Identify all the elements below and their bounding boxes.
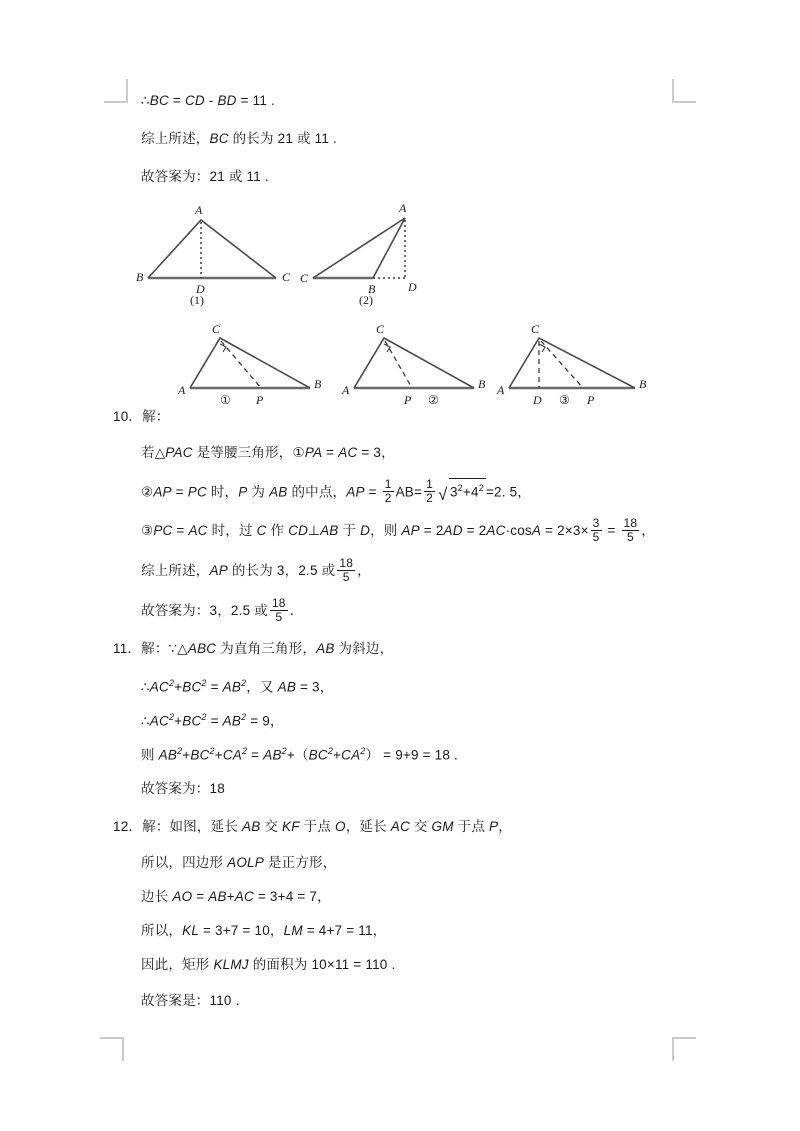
q12-l3-d: = 3+4 = 7，: [253, 889, 331, 904]
q10-l4-b: 的长为 3，2.5 或: [227, 563, 336, 579]
q11-l1-a: 为直角三角形，: [216, 641, 317, 656]
q10-l3-c2: 于: [338, 523, 361, 539]
q11-l2-sup2: 2: [201, 678, 207, 688]
frac-den: 5: [337, 570, 355, 584]
label-c-r2: C: [376, 322, 385, 336]
q11-l1-b: 为斜边，: [334, 641, 394, 656]
q11-l4-p3: +（: [286, 747, 309, 763]
line-summary-bc: [141, 130, 337, 148]
label-b-fig1: B: [136, 270, 144, 284]
rad-base-1: 3: [449, 484, 458, 500]
q11-l2-sup1: 2: [168, 678, 175, 688]
caption-fig2: (2): [359, 293, 373, 307]
q12-term-aolp: AOLP: [227, 855, 264, 870]
rad-exp-2: 2: [478, 483, 484, 493]
q12-l1-a: 如图，延长: [169, 819, 242, 834]
q10-l3-d2: ，则: [370, 523, 402, 539]
q10-l1-a: 若△: [141, 445, 166, 460]
summary-prefix: 综上所述，: [141, 131, 210, 146]
q12-l1-kf: KF: [282, 819, 300, 834]
label-b-r2: B: [478, 377, 486, 391]
q12-l5-a: 因此，矩形: [141, 957, 214, 972]
q11-l2-therefore: ∴: [141, 679, 150, 695]
perpendicular-symbol: ⊥: [308, 523, 321, 539]
q11-l4-eq: =: [247, 747, 264, 763]
q10-l3-eq2: =: [603, 523, 620, 539]
q10-l2-a: 时，: [206, 484, 239, 500]
label-b-r1: B: [314, 377, 322, 391]
q12-l3-a: 边长: [141, 889, 173, 904]
q10-line-3: [141, 518, 655, 545]
q11-l2-bc: BC: [182, 679, 202, 695]
q11-l2-b: = 3，: [296, 679, 334, 695]
summary-term-bc: BC: [209, 131, 229, 146]
caption-r2: ②: [428, 393, 439, 407]
crop-mark-top-left: [104, 79, 128, 103]
q10-l3-ad: AD: [443, 523, 463, 539]
q12-l3-b: =: [192, 889, 209, 904]
frac-num: 18: [623, 516, 638, 530]
frac-den: 2: [384, 491, 392, 506]
q11-l3-ac: AC: [149, 713, 169, 729]
q10-l5-end: ．: [289, 603, 304, 619]
q11-l4-p1: +: [182, 747, 191, 763]
q12-l1-f: 于点: [453, 819, 489, 834]
caption-fig1: (1): [190, 293, 204, 307]
q10-term-pa: PA: [304, 445, 323, 460]
q12-l5-b: 的面积为 10×11 = 110 .: [248, 957, 396, 972]
q10-l2-c: 的中点，: [287, 484, 347, 500]
q11-l4-bc2: BC: [308, 747, 328, 763]
term-bd: BD: [217, 93, 237, 108]
q12-l3-c: +: [226, 889, 235, 904]
q12-l1-c: 于点: [299, 819, 335, 834]
q10-l3-mark: ③: [141, 523, 154, 539]
q12-l1-e: 交: [409, 819, 432, 834]
therefore-symbol: ∴: [141, 93, 150, 108]
q10-l3-h: = 2×3×: [541, 523, 589, 539]
because-symbol: ∵△: [168, 641, 188, 656]
figure-right-triangle-3: [495, 322, 653, 407]
q10-l3-g: ·cos: [505, 523, 532, 539]
term-bc: BC: [149, 93, 169, 108]
q10-l2-pc: PC: [187, 484, 207, 500]
q11-l4-s1: 2: [177, 746, 183, 756]
q12-l1-o: O: [334, 819, 346, 834]
q12-l2-a: 所以，四边形: [141, 855, 228, 870]
q11-l2-sup3: 2: [241, 678, 247, 688]
q10-line-4: [141, 558, 371, 585]
q10-l3-a2: A: [531, 523, 542, 539]
label-a-r1: A: [178, 383, 186, 397]
q11-l2-ac: AC: [149, 679, 169, 695]
frac-den: 5: [592, 529, 600, 544]
minus-sign: -: [204, 93, 218, 108]
q10-l2-ap: AP: [153, 484, 172, 500]
q11-line-4: [141, 742, 458, 765]
q10-l2-result: =2. 5，: [485, 484, 532, 500]
q10-l4-end: ，: [357, 563, 371, 579]
q12-l1-p: P: [488, 819, 499, 834]
q12-l1-gm: GM: [431, 819, 454, 834]
frac-num: 1: [384, 477, 392, 492]
q12-line-5: [141, 956, 395, 974]
equals-1: =: [168, 93, 185, 108]
q10-l3-eq: =: [172, 523, 189, 539]
q12-l4-a: 所以，: [141, 923, 183, 938]
q12-term-kl: KL: [182, 923, 200, 938]
q12-line-3: [141, 888, 331, 906]
q11-l4-s2: 2: [209, 746, 215, 756]
equals-2: = 11 .: [236, 93, 275, 108]
q12-l1-g: ，: [498, 819, 512, 834]
q11-l3-sup2: 2: [201, 712, 207, 722]
q11-l4-p2: +: [214, 747, 223, 763]
radical-sign: √: [437, 484, 448, 504]
q11-l4-s5: 2: [327, 746, 334, 756]
q12-number: 12．解：: [113, 819, 170, 834]
frac-den: 2: [426, 491, 433, 506]
q10-l3-e: = 2: [419, 523, 444, 539]
figure-triangle-1: [134, 196, 294, 307]
q12-term-lm: LM: [283, 923, 303, 938]
q12-l1-b: 交: [260, 819, 283, 834]
q12-line-4: [141, 922, 386, 940]
q10-line-1: [141, 444, 395, 462]
label-d-fig2: D: [408, 280, 417, 294]
q10-l3-ac: AC: [188, 523, 208, 539]
frac-num: 3: [592, 516, 600, 530]
label-c-fig1: C: [282, 270, 291, 284]
q10-l3-ab: AB: [320, 523, 339, 539]
q11-line-1: [113, 640, 393, 658]
q10-l2-ab: AB: [269, 484, 288, 500]
caption-r3: ③: [559, 393, 570, 407]
q11-l3-sup1: 2: [168, 712, 175, 722]
q10-term-pac: PAC: [165, 445, 193, 460]
q12-line-1: [113, 818, 512, 836]
q10-l5-a: 故答案为：3，2.5 或: [141, 603, 268, 619]
q11-l3-therefore: ∴: [141, 713, 150, 729]
q11-l3-bc: BC: [182, 713, 202, 729]
q11-term-ab: AB: [316, 641, 335, 656]
q11-l4-p4: +: [333, 747, 342, 763]
label-c-fig2: C: [300, 271, 309, 285]
q11-l4-close: ） = 9+9 = 18 .: [365, 747, 459, 763]
q11-l4-s3: 2: [242, 746, 248, 756]
frac-num: 18: [271, 596, 286, 610]
q12-l3-ac: AC: [234, 889, 254, 904]
q10-l3-pc: PC: [153, 523, 173, 539]
fraction-eighteen-fifths-a: [622, 517, 640, 544]
label-b-fig2: B: [368, 282, 376, 296]
q11-l4-a: 则: [141, 747, 159, 763]
q12-l1-d: ，延长: [345, 819, 391, 834]
fraction-eighteen-fifths-b: [337, 557, 355, 584]
rad-plus: +4: [462, 484, 479, 500]
q10-l3-end: ，: [641, 523, 655, 539]
q11-l4-s4: 2: [281, 746, 287, 756]
q10-number: 10．解：: [113, 409, 170, 424]
label-a-r3: A: [497, 383, 505, 397]
caption-r1: ①: [220, 393, 231, 407]
q11-l3-sup3: 2: [241, 712, 247, 722]
line-bc-equals: [141, 92, 275, 110]
q11-number: 11．解：: [113, 641, 169, 656]
label-c-r1: C: [212, 322, 221, 336]
q12-l4-c: = 4+7 = 11，: [302, 923, 387, 938]
q10-l2-abtext: AB: [395, 484, 414, 500]
frac-den: 5: [270, 610, 288, 624]
square-root: [438, 478, 486, 502]
rad-exp-1: 2: [457, 483, 463, 493]
q12-l2-b: 是正方形，: [263, 855, 337, 870]
q10-line-2: [141, 478, 531, 506]
q12-l1-ac: AC: [390, 819, 410, 834]
q10-l2-mark: ②: [141, 484, 154, 500]
q10-l3-f: = 2: [462, 523, 487, 539]
figure-right-triangle-1: [176, 322, 328, 407]
q10-line-5: [141, 598, 303, 625]
fraction-one-half-b: [424, 478, 435, 505]
q11-l2-ab: AB: [222, 679, 242, 695]
fraction-eighteen-fifths-c: [270, 597, 288, 624]
q11-l4-ca: CA: [222, 747, 243, 763]
q12-l3-ao: AO: [172, 889, 193, 904]
q11-l2-plus: +: [174, 679, 183, 695]
q11-l2-ab2: AB: [277, 679, 297, 695]
q10-l4-ap: AP: [209, 563, 228, 579]
q10-l2-eq2: =: [364, 484, 381, 500]
q10-l3-d: D: [360, 523, 371, 539]
q12-line-6: 故答案是：110 .: [141, 993, 240, 1008]
fraction-one-half-a: [383, 478, 394, 505]
q11-term-abc: ABC: [187, 641, 217, 656]
label-b-r3: B: [639, 377, 647, 391]
q12-l4-b: = 3+7 = 10，: [199, 923, 284, 938]
q10-l2-ap2: AP: [346, 484, 365, 500]
label-p-r2: P: [404, 393, 412, 407]
label-d-fig1: D: [196, 282, 205, 296]
q10-l3-ap: AP: [401, 523, 420, 539]
label-d-r3: D: [533, 393, 542, 407]
q11-l3-eq: =: [206, 713, 223, 729]
label-c-r3: C: [531, 322, 540, 336]
figure-triangle-2: [295, 196, 440, 307]
frac-den: 5: [622, 530, 640, 544]
frac-num: 18: [339, 556, 354, 570]
q10-l3-cd: CD: [288, 523, 309, 539]
q10-l2-b: 为: [247, 484, 270, 500]
q11-l3-plus: +: [174, 713, 183, 729]
q10-l3-c: C: [256, 523, 267, 539]
label-p-r1: P: [256, 393, 264, 407]
q10-l1-c: =: [322, 445, 339, 460]
q12-line-2: [141, 854, 336, 872]
q11-line-3: [141, 708, 284, 731]
label-a-fig1: A: [195, 203, 203, 217]
label-a-r2: A: [342, 383, 350, 397]
figure-right-triangle-2: [340, 322, 492, 407]
radicand: [449, 478, 486, 502]
q10-l3-b: 作: [266, 523, 289, 539]
q12-l3-ab: AB: [208, 889, 227, 904]
q11-l4-ca2: CA: [341, 747, 361, 763]
crop-mark-bottom-left: [100, 1037, 124, 1061]
q11-l4-ab2: AB: [263, 747, 282, 763]
q10-l4-a: 综上所述，: [141, 563, 210, 579]
q10-l1-d: = 3，: [357, 445, 395, 460]
summary-suffix: 的长为 21 或 11 .: [228, 131, 337, 146]
frac-num: 1: [426, 477, 433, 492]
q10-l2-p: P: [238, 484, 248, 500]
q11-l4-ab: AB: [158, 747, 178, 763]
crop-mark-bottom-right: [672, 1037, 696, 1061]
label-a-fig2: A: [399, 201, 407, 215]
q10-l1-b: 是等腰三角形，①: [192, 445, 305, 460]
crop-mark-top-right: [672, 79, 696, 103]
q12-term-klmj: KLMJ: [213, 957, 249, 972]
q10-term-ac: AC: [338, 445, 358, 460]
line-answer-bc: 故答案为：21 或 11 .: [141, 169, 269, 184]
q11-l2-a: ，又: [246, 679, 278, 695]
fraction-three-fifths: [591, 517, 602, 544]
q11-l3-end: = 9，: [246, 713, 284, 729]
term-cd: CD: [184, 93, 205, 108]
q10-l3-ac2: AC: [486, 523, 506, 539]
q10-l2-eq: =: [171, 484, 188, 500]
q12-l1-ab: AB: [241, 819, 261, 834]
q11-l4-s6: 2: [360, 746, 366, 756]
q10-l3-a: 时，过: [207, 523, 257, 539]
q10-l2-eq3: =: [413, 484, 423, 500]
q11-line-2: [141, 674, 333, 697]
q11-line-5: 故答案为：18: [141, 781, 225, 796]
label-p-r3: P: [587, 393, 595, 407]
q11-l3-ab: AB: [222, 713, 242, 729]
q11-l2-eq: =: [206, 679, 223, 695]
q11-l4-bc: BC: [190, 747, 210, 763]
